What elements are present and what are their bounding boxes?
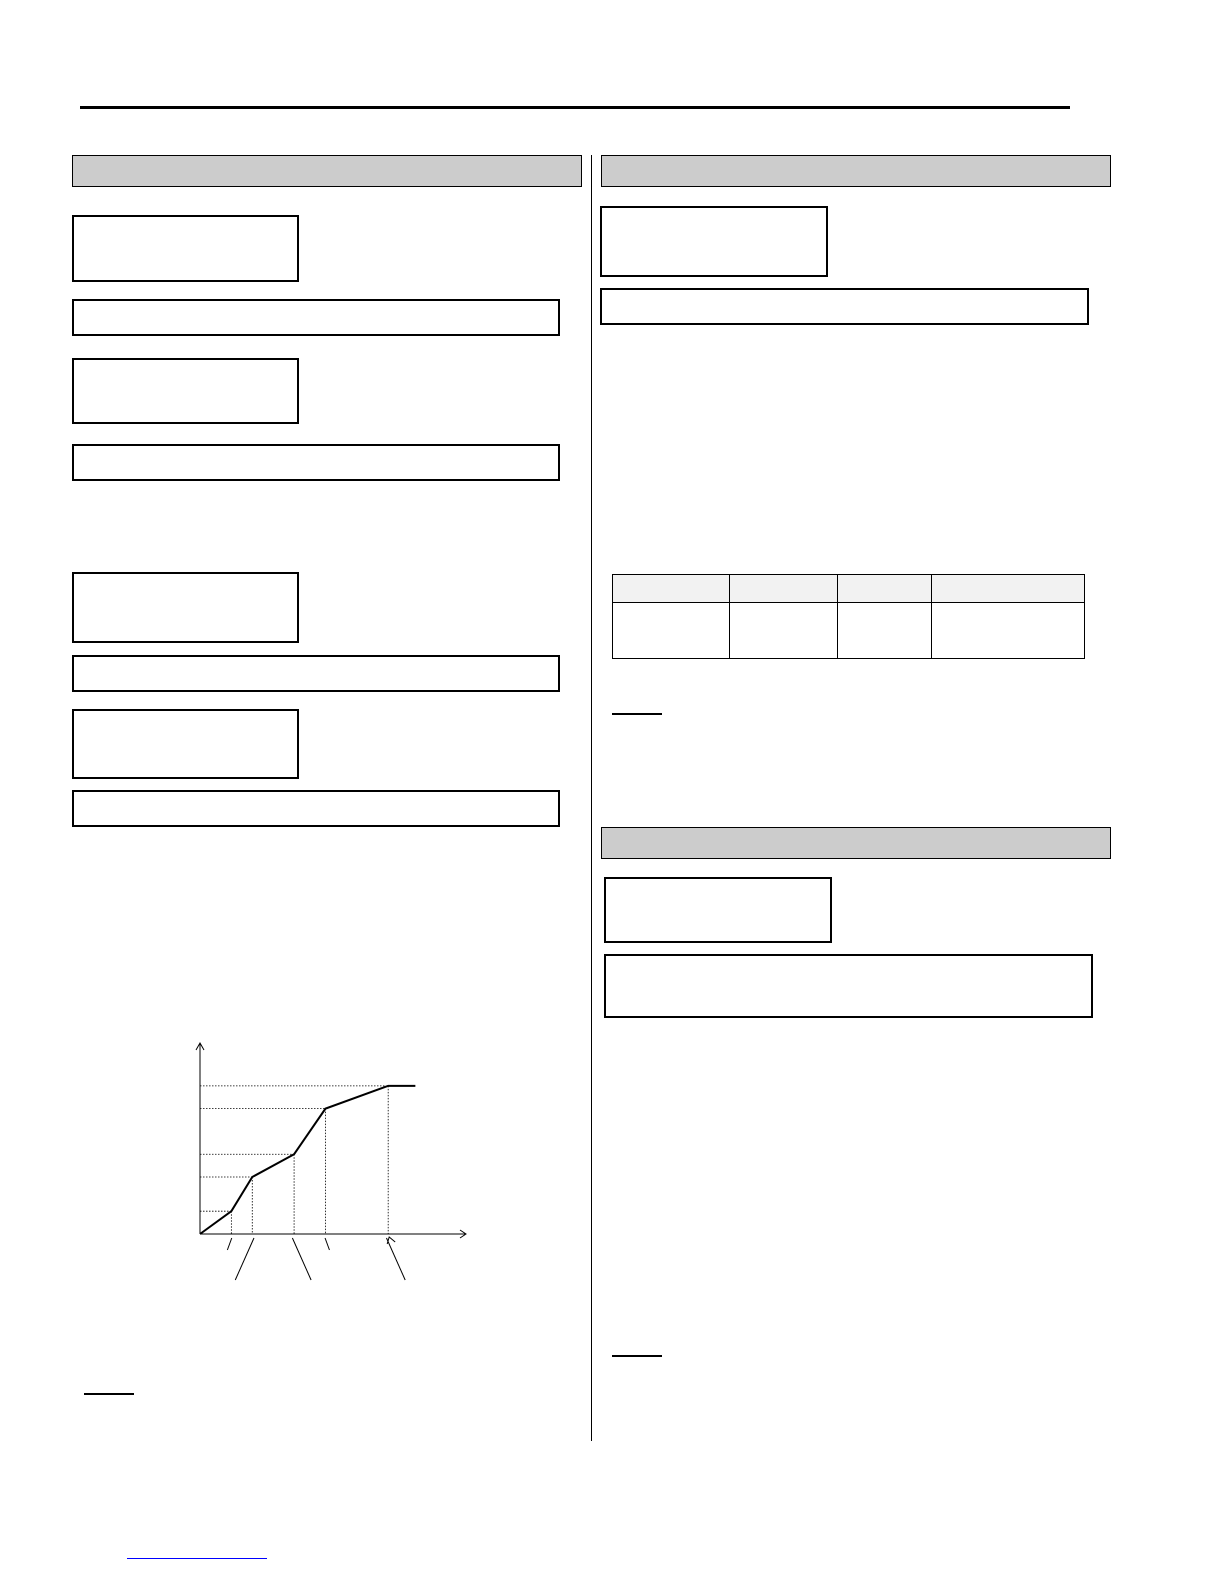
footer-link[interactable] [127,1558,267,1559]
table-row [613,603,1085,659]
header-rule [80,106,1070,109]
param-table [612,574,1085,659]
right-note-underline [612,713,662,715]
param-code-box-4 [72,709,299,779]
chart-svg [190,1038,480,1288]
left-section-header [72,155,582,187]
table-cell [838,603,932,659]
right-section-header-2 [601,827,1111,859]
table-cell [613,603,730,659]
right-note-underline-2 [612,1355,662,1357]
annotation-leader [325,1238,329,1250]
param-description-box-3 [72,655,560,692]
table-header-cell [730,575,838,603]
annotation-leader [235,1238,254,1280]
right-param-code-box-2 [604,877,832,943]
table-header-cell [932,575,1085,603]
step-curve-chart [190,1038,480,1288]
table-cell [730,603,838,659]
left-note-underline [84,1393,134,1395]
table-cell [932,603,1085,659]
annotation-leader [292,1238,311,1280]
series-line [200,1086,415,1234]
table-header-cell [613,575,730,603]
param-code-box-3 [72,572,299,643]
right-param-description-box [600,288,1089,325]
annotation-leader [227,1238,231,1250]
right-param-description-box-2 [604,954,1093,1018]
param-description-box-1 [72,299,560,336]
param-code-box-1 [72,215,299,282]
right-param-code-box [600,206,828,277]
param-description-box-4 [72,790,560,827]
table-header-cell [838,575,932,603]
param-code-box-2 [72,358,299,424]
param-description-box-2 [72,444,560,481]
annotation-leader [386,1238,405,1280]
column-divider [591,155,592,1441]
right-section-header [601,155,1111,187]
table-header-row [613,575,1085,603]
